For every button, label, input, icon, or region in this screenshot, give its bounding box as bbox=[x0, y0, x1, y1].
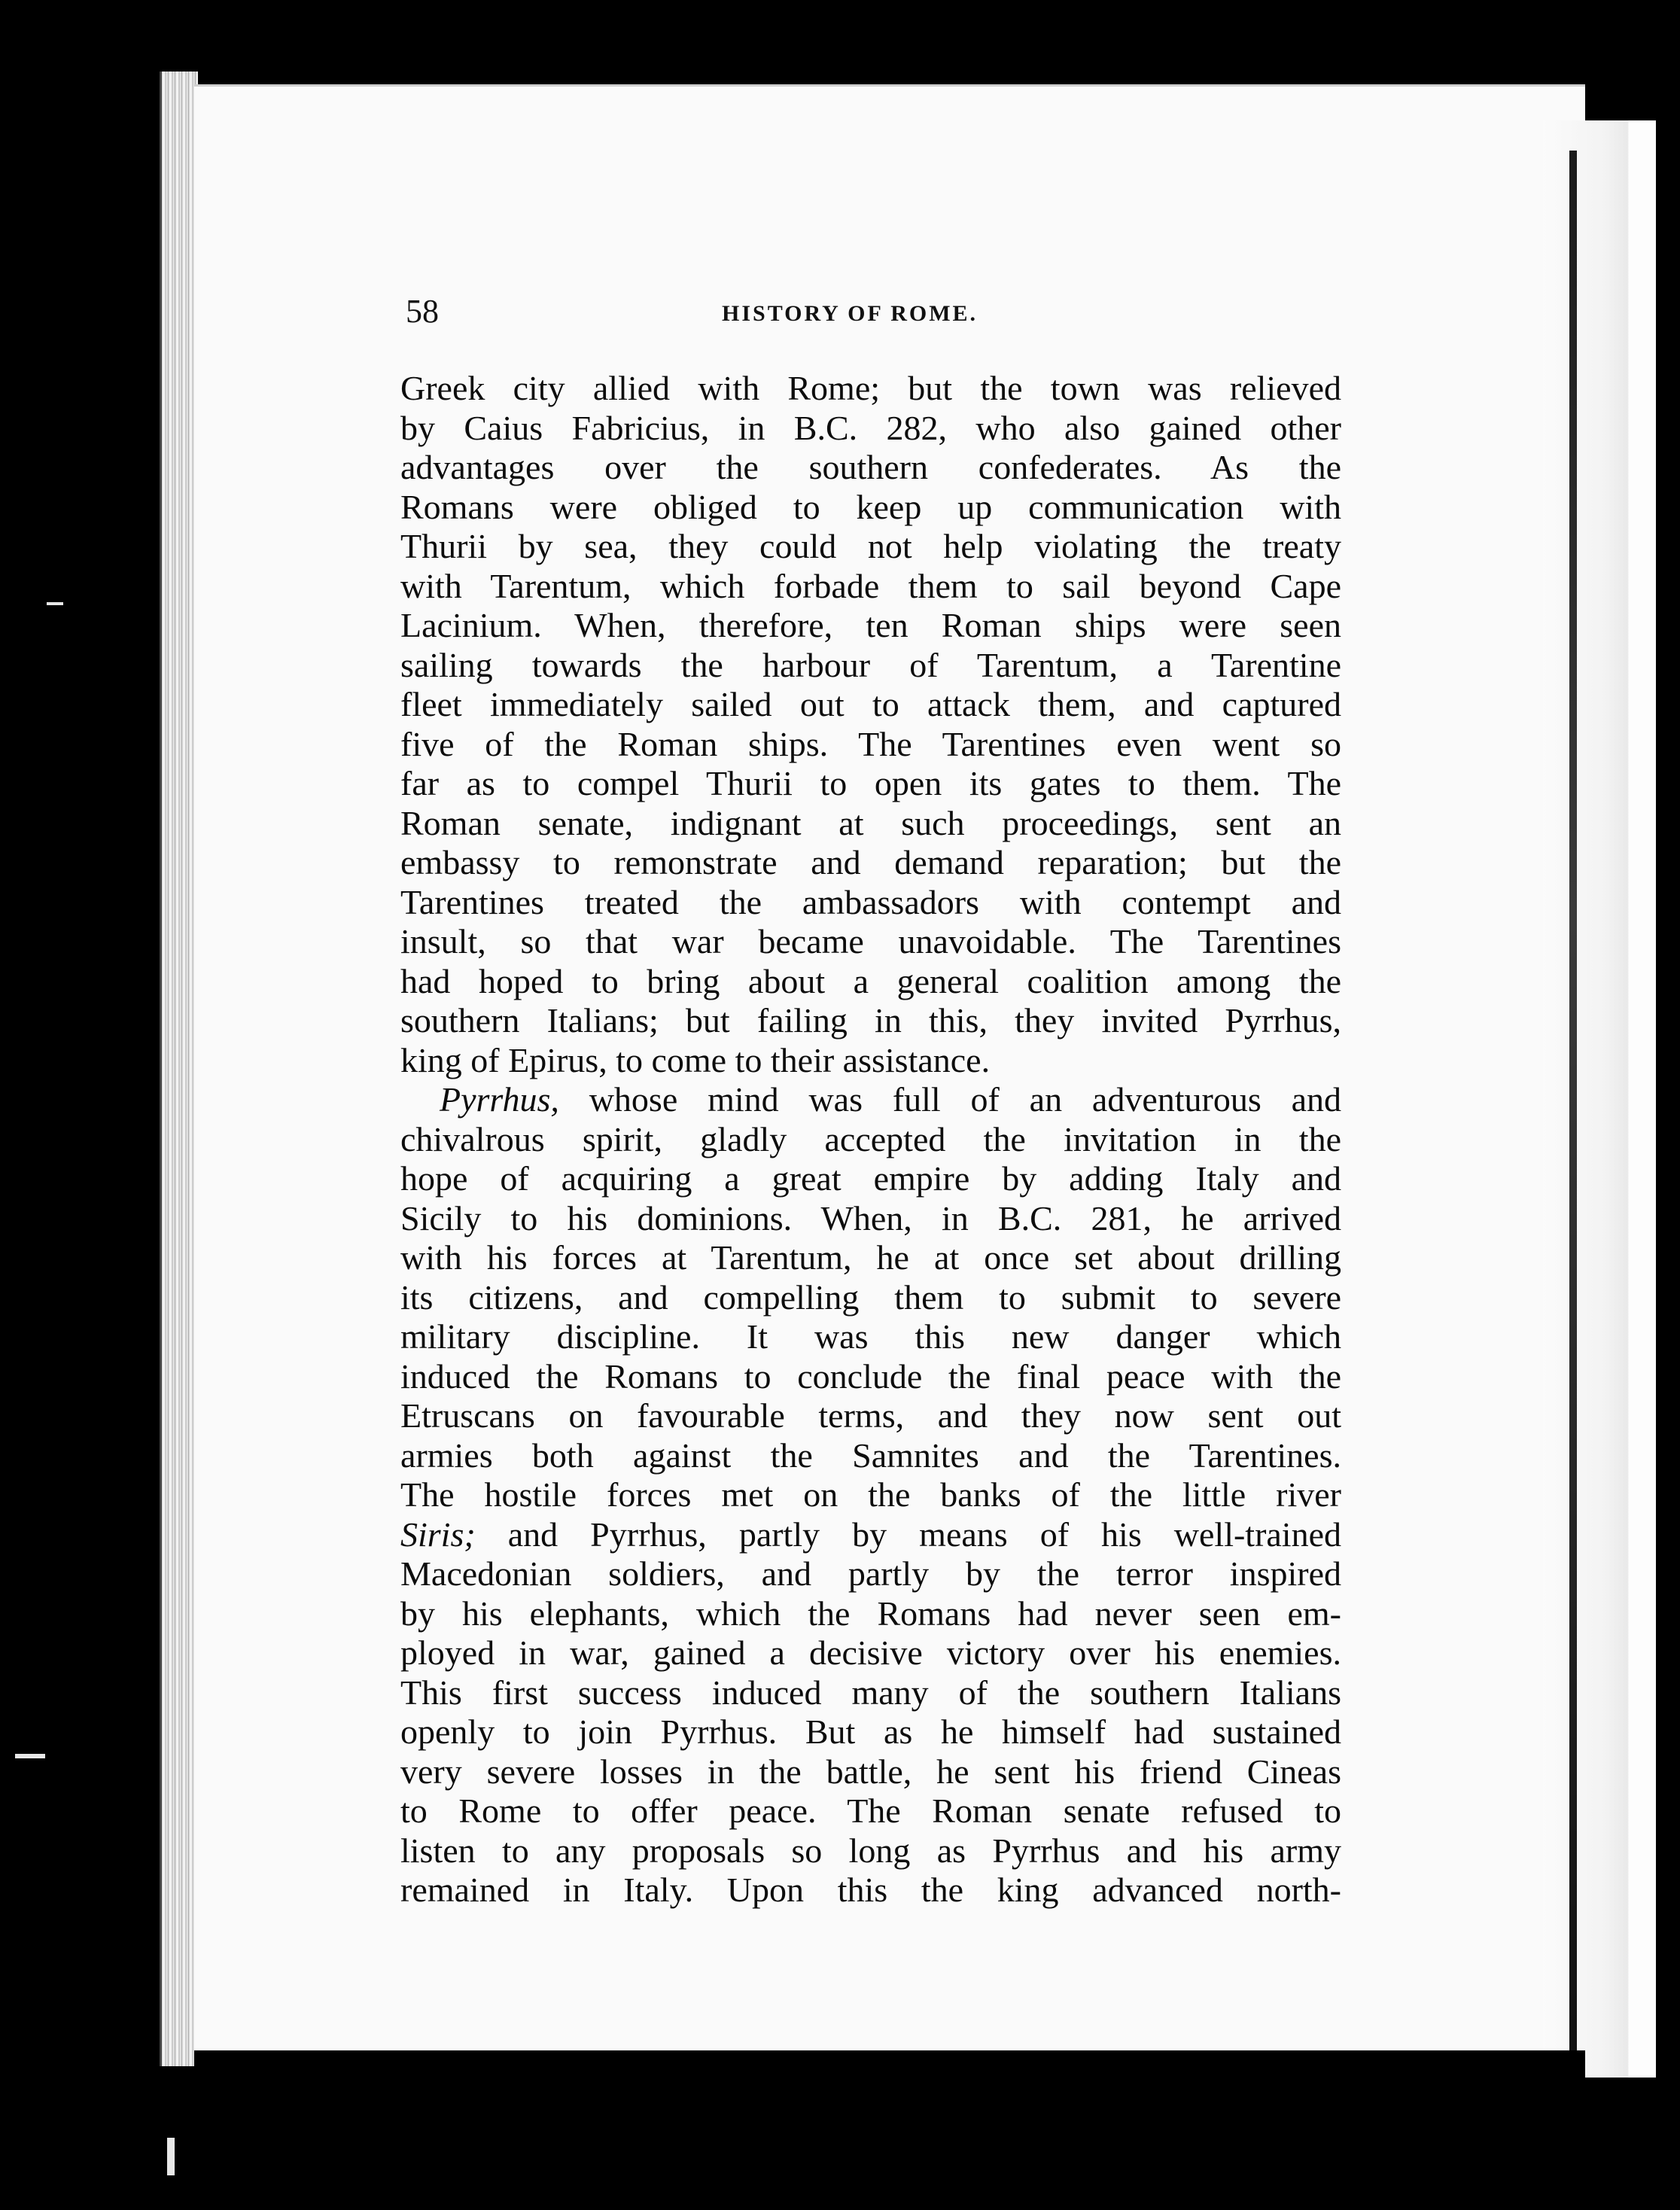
text-line: Romans were obliged to keep up communication with bbox=[400, 487, 1341, 526]
running-head: HISTORY OF ROME. bbox=[722, 301, 978, 326]
scan-speck bbox=[167, 2138, 175, 2175]
text-line: armies both against the Samnites and the Tarentines. bbox=[400, 1435, 1341, 1475]
text-line: its citizens, and compelling them to submit to severe bbox=[400, 1277, 1341, 1317]
text-line-rest: whose mind was full of an adventurous and bbox=[558, 1080, 1341, 1119]
text-line: five of the Roman ships. The Tarentines even went so bbox=[400, 724, 1341, 763]
text-line: military discipline. It was this new danger which bbox=[400, 1317, 1341, 1356]
text-line bbox=[400, 1515, 1341, 1555]
text-line: advantages over the southern confederates. As the bbox=[400, 448, 1341, 486]
text-line: hope of acquiring a great empire by adding Italy and bbox=[400, 1159, 1341, 1198]
page-number: 58 bbox=[406, 293, 439, 330]
text-line: Tarentines treated the ambassadors with contempt and bbox=[400, 882, 1341, 921]
text-line: fleet immediately sailed out to attack them, and captured bbox=[400, 685, 1341, 723]
text-line: induced the Romans to conclude the final peace with the bbox=[400, 1356, 1341, 1396]
text-line: Greek city allied with Rome; but the town was relieved bbox=[400, 369, 1341, 407]
text-line: remained in Italy. Upon this the king advanced north- bbox=[400, 1871, 1341, 1909]
body-text bbox=[400, 369, 1341, 1910]
scan-border-bottom bbox=[194, 2050, 1585, 2210]
text-line: embassy to remonstrate and demand reparation; but the bbox=[400, 843, 1341, 881]
italic-pyrrhus: Pyrrhus, bbox=[440, 1080, 559, 1119]
text-line: far as to compel Thurii to open its gates to them. The bbox=[400, 764, 1341, 802]
text-line: This first success induced many of the southern Italians bbox=[400, 1673, 1341, 1712]
text-line: by his elephants, which the Romans had never seen em- bbox=[400, 1594, 1341, 1633]
text-line: Macedonian soldiers, and partly by the terror inspired bbox=[400, 1554, 1341, 1593]
text-line: by Caius Fabricius, in B.C. 282, who also gained other bbox=[400, 408, 1341, 447]
text-line-rest: and Pyrrhus, partly by means of his well-trained bbox=[475, 1514, 1341, 1554]
binding-shadow bbox=[1569, 151, 1577, 2062]
book-page-edges bbox=[160, 72, 198, 2066]
text-line: sailing towards the harbour of Tarentum, a Tarentine bbox=[400, 645, 1341, 684]
text-line: openly to join Pyrrhus. But as he himself had sustained bbox=[400, 1712, 1341, 1751]
italic-siris: Siris; bbox=[400, 1514, 476, 1554]
facing-page-edge bbox=[1543, 120, 1656, 2078]
text-line: ployed in war, gained a decisive victory over his enemies. bbox=[400, 1633, 1341, 1672]
text-line: very severe losses in the battle, he sent his friend Cineas bbox=[400, 1752, 1341, 1791]
text-line: with Tarentum, which forbade them to sail beyond Cape bbox=[400, 566, 1341, 605]
text-line: The hostile forces met on the banks of the little river bbox=[400, 1475, 1341, 1514]
text-line: Sicily to his dominions. When, in B.C. 281, he arrived bbox=[400, 1198, 1341, 1237]
text-line: southern Italians; but failing in this, they invited Pyrrhus, bbox=[400, 1001, 1341, 1040]
text-line: to Rome to offer peace. The Roman senate refused to bbox=[400, 1791, 1341, 1830]
text-line: chivalrous spirit, gladly accepted the invitation in the bbox=[400, 1119, 1341, 1158]
text-line: listen to any proposals so long as Pyrrhus and his army bbox=[400, 1831, 1341, 1870]
text-line bbox=[400, 1080, 1341, 1120]
text-line: had hoped to bring about a general coalition among the bbox=[400, 961, 1341, 1000]
text-line: insult, so that war became unavoidable. The Tarentines bbox=[400, 922, 1341, 960]
text-line: Roman senate, indignant at such proceedings, sent an bbox=[400, 803, 1341, 842]
text-line: Thurii by sea, they could not help violating the treaty bbox=[400, 527, 1341, 565]
page-header bbox=[406, 292, 1339, 337]
scan-speck bbox=[47, 602, 63, 605]
text-line: Etruscans on favourable terms, and they now sent out bbox=[400, 1396, 1341, 1435]
text-line: with his forces at Tarentum, he at once set about drilling bbox=[400, 1238, 1341, 1277]
text-line: king of Epirus, to come to their assistance. bbox=[400, 1040, 991, 1079]
scan-speck bbox=[15, 1754, 45, 1758]
text-line: Lacinium. When, therefore, ten Roman ships were seen bbox=[400, 606, 1341, 644]
